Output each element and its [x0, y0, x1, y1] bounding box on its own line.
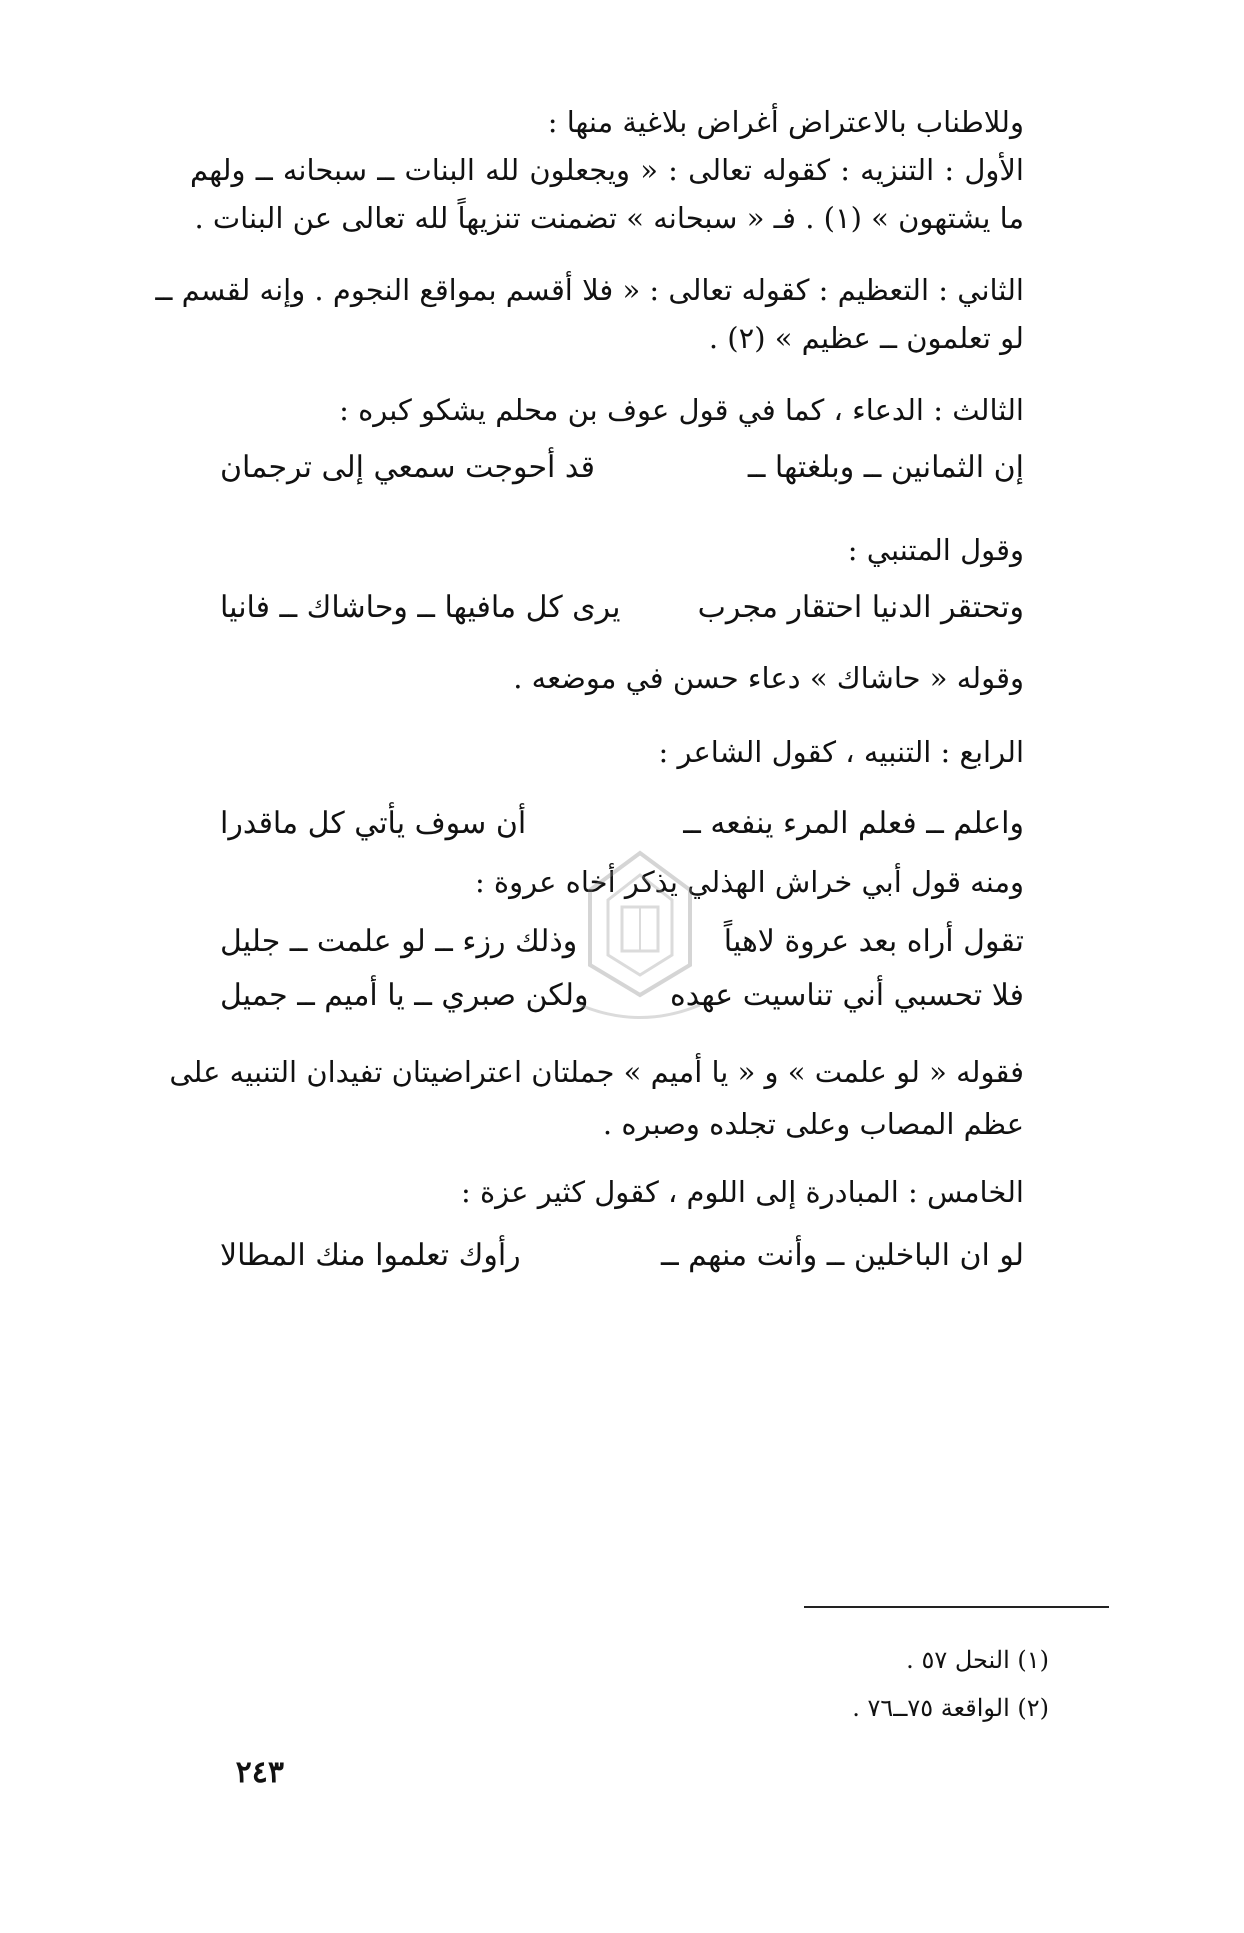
- library-seal-watermark: [540, 845, 740, 1035]
- first-purpose-line-2: ما يشتهون » (١) . فـ « سبحانه » تضمنت تنزيهاً لله تعالى عن البنات .: [194, 201, 1024, 235]
- verse-shair-first-hemistich: واعلم ــ فعلم المرء ينفعه ــ: [683, 806, 1024, 841]
- footnote-1: (١) النحل ٥٧ .: [906, 1646, 1049, 1674]
- intro-paragraph: وللاطناب بالاعتراض أغراض بلاغية منها :: [547, 105, 1024, 139]
- verse-khirash-2-first-hemistich: فلا تحسبي أني تناسيت عهده: [670, 978, 1024, 1013]
- footnote-separator: [804, 1606, 1109, 1608]
- verse-khirash-1-first-hemistich: تقول أراه بعد عروة لاهياً: [723, 924, 1024, 959]
- first-purpose-line-1: الأول : التنزيه : كقوله تعالى : « ويجعلون لله البنات ــ سبحانه ــ ولهم: [190, 153, 1024, 187]
- verse-mutanabbi-first-hemistich: وتحتقر الدنيا احتقار مجرب: [697, 590, 1024, 625]
- page-number: ٢٤٣: [235, 1755, 284, 1790]
- verse-khirash-1-second-hemistich: وذلك رزء ــ لو علمت ــ جليل: [220, 924, 578, 959]
- mutanabbi-intro: وقول المتنبي :: [847, 533, 1024, 567]
- verse-shair-second-hemistich: أن سوف يأتي كل ماقدرا: [220, 806, 527, 841]
- verse-mutanabbi-second-hemistich: يرى كل مافيها ــ وحاشاك ــ فانيا: [220, 590, 621, 625]
- verse-awf-second-hemistich: قد أحوجت سمعي إلى ترجمان: [220, 450, 596, 485]
- fourth-purpose-line: الرابع : التنبيه ، كقول الشاعر :: [658, 735, 1024, 769]
- third-purpose-line: الثالث : الدعاء ، كما في قول عوف بن محلم يشكو كبره :: [339, 393, 1024, 427]
- verse-kuthayyir-second-hemistich: رأوك تعلموا منك المطالا: [220, 1238, 521, 1273]
- hashak-note: وقوله « حاشاك » دعاء حسن في موضعه .: [513, 661, 1024, 695]
- fifth-purpose-line: الخامس : المبادرة إلى اللوم ، كقول كثير عزة :: [460, 1175, 1024, 1209]
- verse-awf: [220, 444, 1024, 492]
- seal-emblem-icon: [540, 845, 740, 1035]
- second-purpose-line-2: لو تعلمون ــ عظيم » (٢) .: [708, 321, 1024, 355]
- verse-kuthayyir: [220, 1232, 1024, 1280]
- verse-shair: [220, 800, 1024, 848]
- commentary-line-1: فقوله « لو علمت » و « يا أميم » جملتان اعتراضيتان تفيدان التنبيه على: [169, 1055, 1024, 1089]
- verse-khirash-2-second-hemistich: ولكن صبري ــ يا أميم ــ جميل: [220, 978, 589, 1013]
- commentary-line-2: عظم المصاب وعلى تجلده وصبره .: [602, 1107, 1024, 1141]
- abi-khirash-intro: ومنه قول أبي خراش الهذلي يذكر أخاه عروة :: [474, 865, 1024, 899]
- verse-awf-first-hemistich: إن الثمانين ــ وبلغتها ــ: [747, 450, 1024, 485]
- second-purpose-line-1: الثاني : التعظيم : كقوله تعالى : « فلا أقسم بمواقع النجوم . وإنه لقسم ــ: [155, 273, 1024, 307]
- footnote-2: (٢) الواقعة ٧٥ــ٧٦ .: [852, 1694, 1049, 1722]
- verse-kuthayyir-first-hemistich: لو ان الباخلين ــ وأنت منهم ــ: [661, 1238, 1024, 1273]
- verse-mutanabbi: [220, 584, 1024, 632]
